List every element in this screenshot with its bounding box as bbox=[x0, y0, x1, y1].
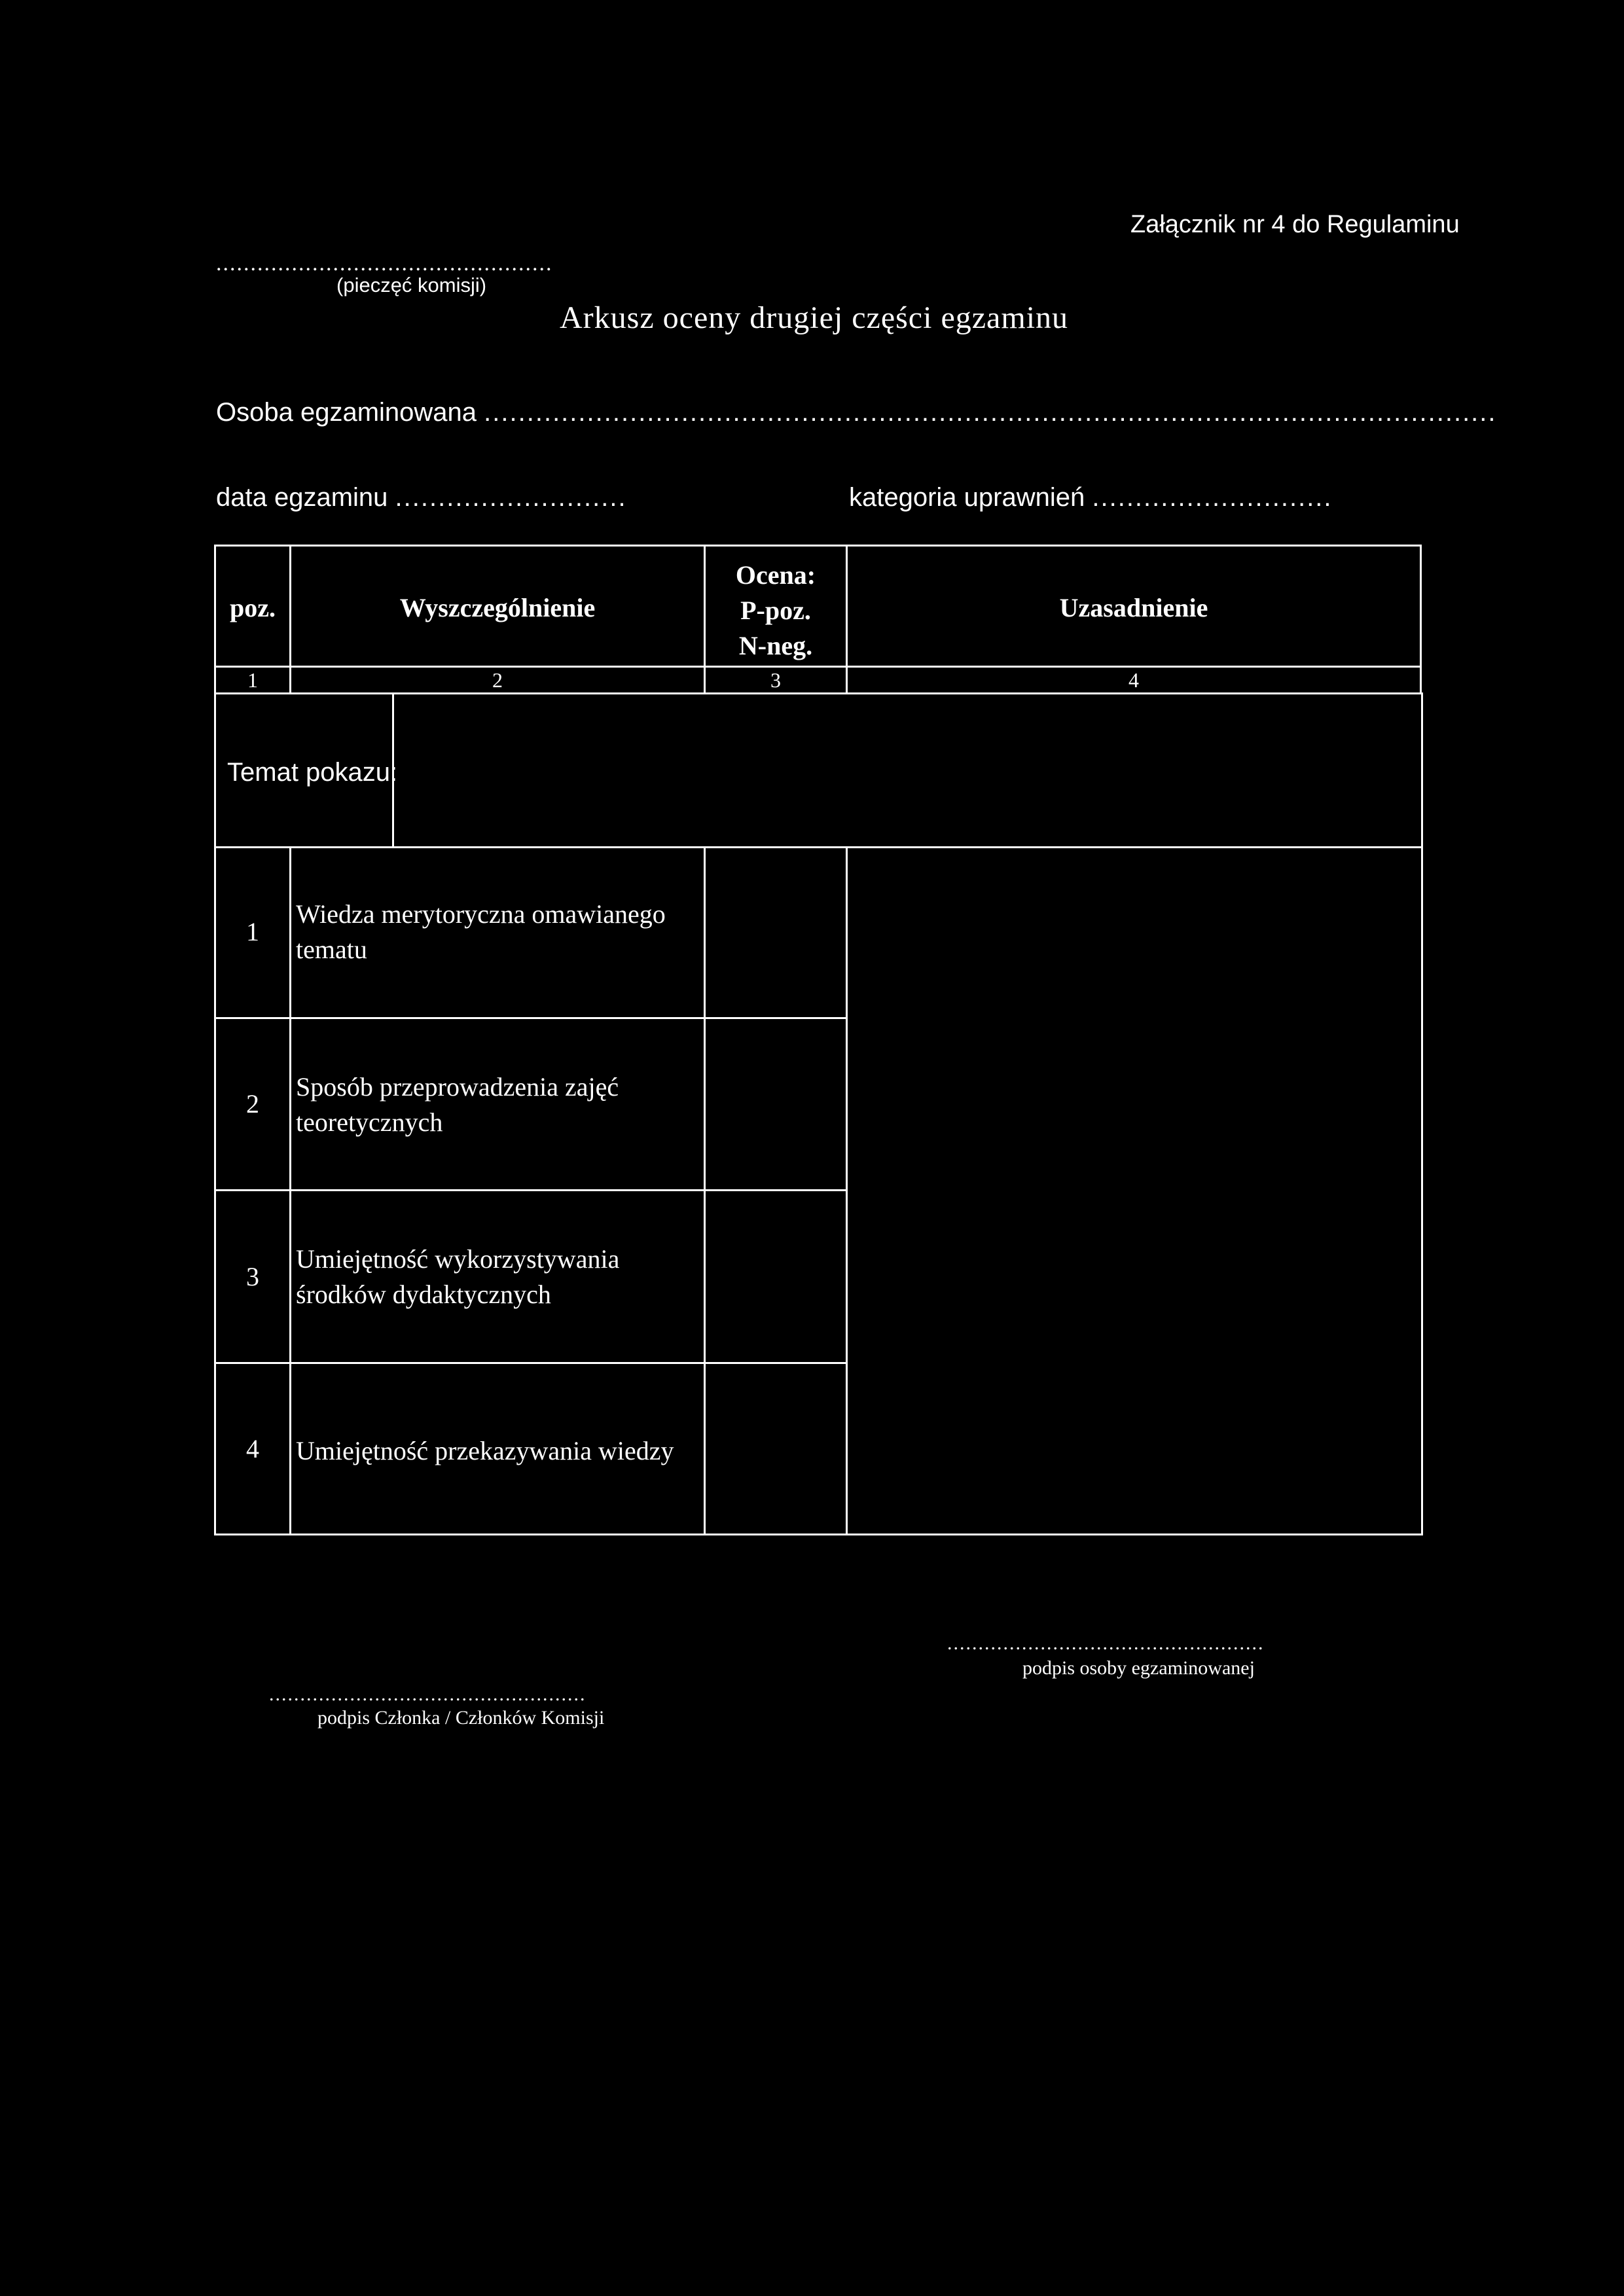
topic-input-cell[interactable] bbox=[394, 694, 1420, 846]
row-position: 2 bbox=[246, 1089, 259, 1119]
form-title: Arkusz oceny drugiej części egzaminu bbox=[560, 300, 1069, 335]
header-grade-positive: P-poz. bbox=[740, 596, 811, 625]
category-field[interactable] bbox=[849, 483, 1333, 512]
exam-date-dotted-line[interactable]: ........................... bbox=[395, 483, 627, 512]
criterion-text: Umiejętność przekazywania wiedzy bbox=[296, 1436, 674, 1465]
header-grade-title: Ocena: bbox=[735, 560, 816, 590]
examinee-dotted-line[interactable]: ...................................................................................................................... bbox=[484, 398, 1497, 427]
examinee-signature-line[interactable]: ................................................... bbox=[947, 1632, 1265, 1654]
grade-cell[interactable] bbox=[706, 848, 846, 1017]
criterion-text: tematu bbox=[296, 935, 367, 964]
column-number: 2 bbox=[492, 668, 503, 692]
header-grade bbox=[706, 558, 846, 664]
committee-signature-label: podpis Członka / Członków Komisji bbox=[317, 1707, 605, 1729]
category-dotted-line[interactable]: ............................ bbox=[1092, 483, 1333, 512]
category-label: kategoria uprawnień bbox=[849, 483, 1085, 512]
topic-label: Temat pokazu: bbox=[227, 758, 398, 787]
header-grade-negative: N-neg. bbox=[738, 631, 813, 660]
criterion-teaching-aids bbox=[296, 1242, 619, 1312]
row-position: 3 bbox=[246, 1262, 259, 1291]
criterion-text: Wiedza merytoryczna omawianego bbox=[296, 899, 666, 929]
criterion-text: Sposób przeprowadzenia zajęć bbox=[296, 1072, 619, 1102]
stamp-dotted-line: ................................................. bbox=[216, 251, 553, 276]
header-justification: Uzasadnienie bbox=[1059, 593, 1208, 622]
table-rule bbox=[214, 545, 216, 1535]
table-rule bbox=[1421, 692, 1423, 1535]
column-number: 3 bbox=[770, 668, 781, 692]
criterion-knowledge-transfer bbox=[296, 1433, 674, 1469]
header-position: poz. bbox=[230, 593, 276, 622]
row-position: 1 bbox=[246, 917, 259, 946]
committee-signature-line[interactable]: ................................................... bbox=[269, 1683, 586, 1705]
grade-cell[interactable] bbox=[706, 1191, 846, 1362]
exam-date-label: data egzaminu bbox=[216, 483, 388, 512]
column-number: 1 bbox=[247, 668, 258, 692]
table-rule bbox=[214, 545, 1422, 547]
table-rule bbox=[214, 1534, 1423, 1535]
header-specification: Wyszczególnienie bbox=[399, 593, 596, 622]
exam-date-field[interactable] bbox=[216, 483, 627, 512]
stamp-label: (pieczęć komisji) bbox=[336, 274, 487, 296]
grade-cell[interactable] bbox=[706, 1019, 846, 1189]
table-rule bbox=[1420, 545, 1422, 694]
column-number: 4 bbox=[1128, 668, 1139, 692]
grade-cell[interactable] bbox=[706, 1364, 846, 1534]
criterion-text: teoretycznych bbox=[296, 1107, 443, 1137]
criterion-text: Umiejętność wykorzystywania bbox=[296, 1244, 620, 1274]
criterion-teaching-method bbox=[296, 1069, 619, 1140]
examinee-label: Osoba egzaminowana bbox=[216, 398, 477, 427]
row-position: 4 bbox=[246, 1434, 259, 1463]
table-rule bbox=[289, 846, 291, 1535]
examinee-field[interactable] bbox=[216, 398, 1497, 427]
justification-cell[interactable] bbox=[848, 848, 1421, 1534]
examinee-signature-label: podpis osoby egzaminowanej bbox=[1022, 1657, 1255, 1679]
criterion-knowledge bbox=[296, 897, 666, 967]
table-rule bbox=[214, 666, 1422, 668]
annex-note: Załącznik nr 4 do Regulaminu bbox=[1130, 211, 1460, 238]
criterion-text: środków dydaktycznych bbox=[296, 1280, 551, 1309]
